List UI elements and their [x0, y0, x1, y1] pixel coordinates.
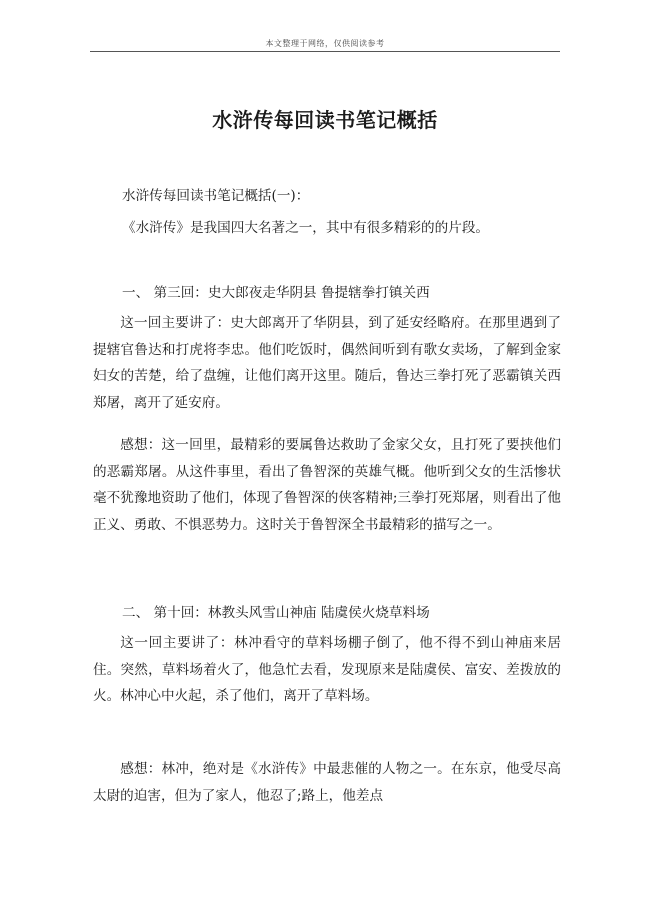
section-heading-1: 一、 第三回：史大郎夜走华阴县 鲁提辖拳打镇关西 — [122, 285, 430, 301]
section-2-reflection: 感想：林冲，绝对是《水浒传》中最悲催的人物之一。在东京，他受尽高太尉的迫害，但为了家人，他忍了;路上，他差点 — [93, 761, 561, 804]
section-heading-2: 二、 第十回：林教头风雪山神庙 陆虞侯火烧草料场 — [122, 605, 430, 621]
section-1-reflection: 感想：这一回里，最精彩的要属鲁达救助了金家父女，且打死了要挟他们的恶霸郑屠。从这件事里，看出了鲁智深的英雄气概。他听到父女的生活惨状毫不犹豫地资助了他们，体现了鲁智深的侠客精神;三拳打死郑屠，则看出了他正义、勇敢、不惧恶势力。这时关于鲁智深全书最精彩的描写之一。 — [93, 437, 561, 533]
intro-subtitle: 水浒传每回读书笔记概括(一)： — [122, 188, 310, 204]
page-title: 水浒传每回读书笔记概括 — [212, 108, 438, 132]
intro-line: 《水浒传》是我国四大名著之一，其中有很多精彩的的片段。 — [122, 220, 490, 236]
section-1-summary: 这一回主要讲了：史大郎离开了华阴县，到了延安经略府。在那里遇到了提辖官鲁达和打虎将李忠。他们吃饭时，偶然间听到有歌女卖场，了解到金家妇女的苦楚，给了盘缠，让他们离开这里。随后，鲁达三拳打死了恶霸镇关西郑屠，离开了延安府。 — [93, 315, 561, 411]
header-note: 本文整理于网络，仅供阅读参考 — [265, 39, 385, 48]
section-2-summary: 这一回主要讲了：林冲看守的草料场棚子倒了，他不得不到山神庙来居住。突然，草料场着火了，他急忙去看，发现原来是陆虞侯、富安、差拨放的火。林冲心中火起，杀了他们，离开了草料场。 — [93, 635, 561, 704]
header-rule — [90, 51, 560, 52]
